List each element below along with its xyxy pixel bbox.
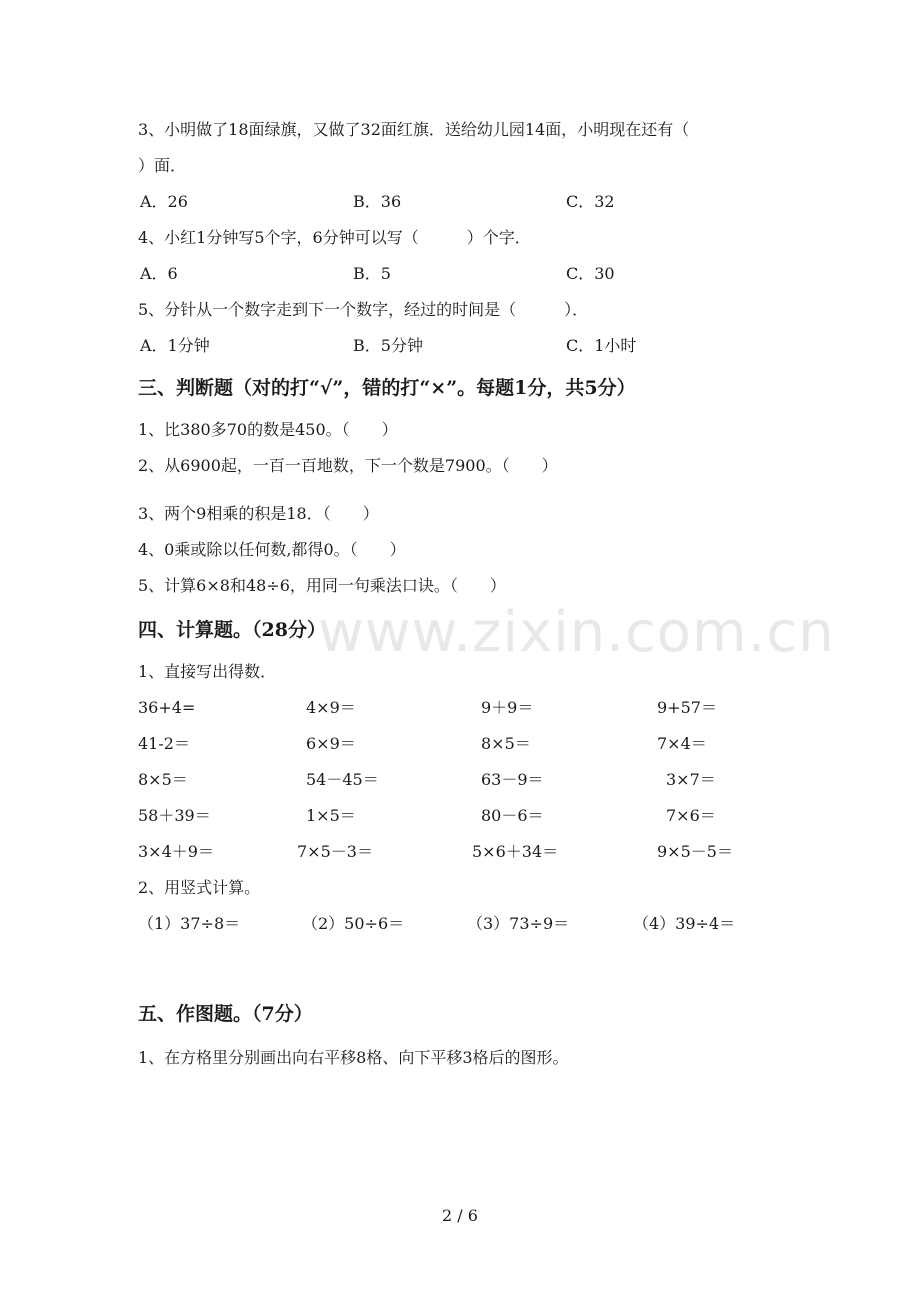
calc-cell: 41-2＝ — [138, 734, 190, 753]
calc-cell: 4×9＝ — [306, 698, 356, 717]
calc-cell: 8×5＝ — [481, 734, 531, 753]
judge-item-2: 2、从6900起，一百一百地数，下一个数是7900。（ ） — [138, 456, 558, 475]
question-4-option-a: A．6 — [140, 264, 178, 283]
calc-cell: 9＋9＝ — [481, 698, 534, 717]
question-4-option-b: B．5 — [353, 264, 391, 283]
vertical-calc-item: （3）73÷9＝ — [467, 914, 570, 933]
calc-cell: 58＋39＝ — [138, 806, 211, 825]
vertical-calc-item: （1）37÷8＝ — [138, 914, 241, 933]
calc-cell: 36+4= — [138, 698, 196, 717]
judge-item-4: 4、0乘或除以任何数,都得0。（ ） — [138, 540, 406, 559]
question-3-text: 3、小明做了18面绿旗，又做了32面红旗．送给幼儿园14面，小明现在还有（ — [138, 120, 690, 139]
page-number: 2 / 6 — [442, 1206, 478, 1225]
calc-cell: 8×5＝ — [138, 770, 188, 789]
question-5-option-c: C．1小时 — [566, 336, 637, 355]
calc-cell: 63－9＝ — [481, 770, 544, 789]
vertical-calc-item: （4）39÷4＝ — [633, 914, 736, 933]
judge-item-3: 3、两个9相乘的积是18．（ ） — [138, 504, 379, 523]
calc-cell: 54－45＝ — [306, 770, 379, 789]
calc-question-2: 2、用竖式计算。 — [138, 878, 261, 897]
question-3-option-c: C．32 — [566, 192, 615, 211]
calc-cell: 3×4＋9＝ — [138, 842, 214, 861]
calc-cell: 9×5－5＝ — [657, 842, 733, 861]
question-3-option-a: A．26 — [140, 192, 188, 211]
calc-cell: 80－6＝ — [481, 806, 544, 825]
calc-cell: 7×6＝ — [666, 806, 716, 825]
section-4-heading: 四、计算题。（28分） — [138, 619, 326, 641]
question-4-option-c: C．30 — [566, 264, 615, 283]
vertical-calc-item: （2）50÷6＝ — [302, 914, 405, 933]
question-5-text: 5、分针从一个数字走到下一个数字，经过的时间是（ ）． — [138, 300, 589, 319]
question-5-option-b: B．5分钟 — [353, 336, 423, 355]
calc-question-1: 1、直接写出得数． — [138, 662, 277, 681]
calc-cell: 7×5－3＝ — [297, 842, 373, 861]
calc-cell: 3×7＝ — [666, 770, 716, 789]
calc-cell: 5×6＋34＝ — [472, 842, 559, 861]
judge-item-5: 5、计算6×8和48÷6，用同一句乘法口诀。（ ） — [138, 576, 506, 595]
calc-cell: 9+57＝ — [657, 698, 717, 717]
question-3-text-continued: ）面． — [138, 156, 187, 175]
calc-cell: 6×9＝ — [306, 734, 356, 753]
question-3-option-b: B．36 — [353, 192, 402, 211]
question-5-option-a: A．1分钟 — [140, 336, 210, 355]
section-5-heading: 五、作图题。（7分） — [138, 1003, 313, 1025]
calc-cell: 7×4＝ — [657, 734, 707, 753]
section-3-heading: 三、判断题（对的打“√”，错的打“×”。每题1分，共5分） — [138, 377, 636, 399]
judge-item-1: 1、比380多70的数是450。（ ） — [138, 420, 398, 439]
question-4-text: 4、小红1分钟写5个字，6分钟可以写（ ）个字． — [138, 228, 531, 247]
drawing-question-1: 1、在方格里分别画出向右平移8格、向下平移3格后的图形。 — [138, 1048, 569, 1067]
calc-cell: 1×5＝ — [306, 806, 356, 825]
watermark: www.zixin.com.cn — [318, 600, 835, 665]
